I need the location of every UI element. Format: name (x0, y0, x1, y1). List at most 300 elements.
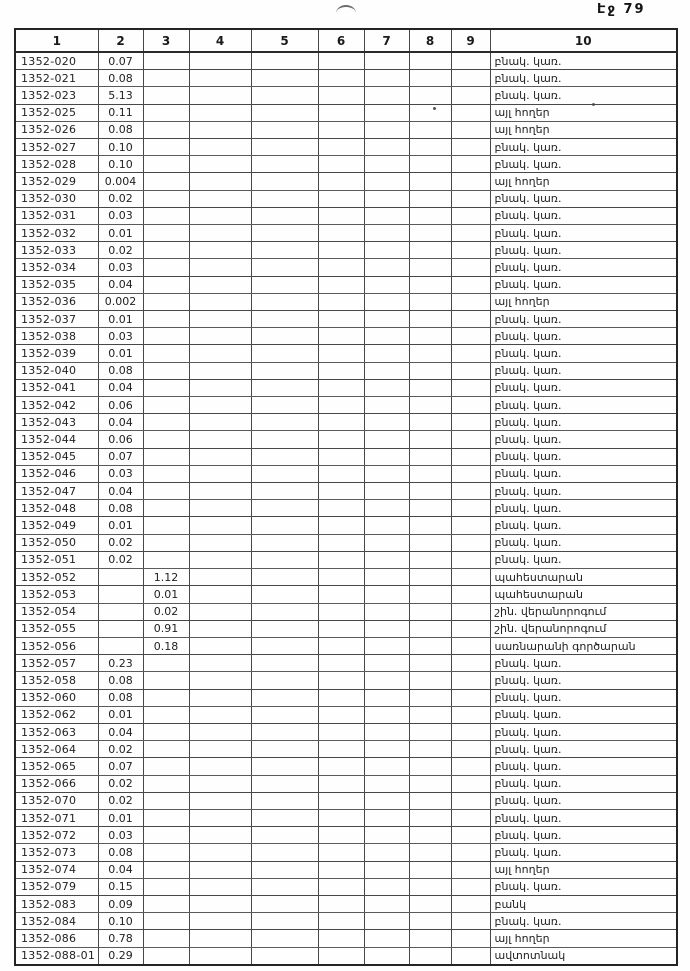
value-cell (409, 448, 451, 465)
value-cell (143, 655, 189, 672)
value-cell (251, 775, 318, 792)
value-cell (409, 242, 451, 259)
value-cell (409, 397, 451, 414)
value-cell (189, 207, 251, 224)
value-cell (143, 414, 189, 431)
table-row (15, 861, 677, 878)
value-cell (143, 706, 189, 723)
value-cell: 0.04 (98, 276, 143, 293)
value-cell (143, 104, 189, 121)
land-use-cell: բնակ. կառ. (490, 225, 677, 242)
table-row (15, 500, 677, 517)
value-cell (409, 827, 451, 844)
land-use-cell: բնակ. կառ. (490, 844, 677, 861)
value-cell (409, 913, 451, 930)
value-cell (409, 620, 451, 637)
value-cell (189, 121, 251, 138)
value-cell: 0.07 (98, 52, 143, 70)
table-row (15, 827, 677, 844)
value-cell (143, 225, 189, 242)
value-cell: 0.06 (98, 397, 143, 414)
value-cell (189, 431, 251, 448)
value-cell (409, 947, 451, 965)
land-use-cell: բնակ. կառ. (490, 809, 677, 826)
value-cell (364, 586, 409, 603)
value-cell (318, 87, 364, 104)
land-use-cell: բնակ. կառ. (490, 551, 677, 568)
value-cell (143, 173, 189, 190)
value-cell (318, 517, 364, 534)
land-use-cell: բնակ. կառ. (490, 534, 677, 551)
value-cell: 0.01 (98, 311, 143, 328)
table-row (15, 792, 677, 809)
table-row (15, 345, 677, 362)
value-cell (409, 139, 451, 156)
value-cell (451, 861, 490, 878)
value-cell (364, 87, 409, 104)
value-cell (364, 465, 409, 482)
value-cell (364, 483, 409, 500)
parcel-code-cell: 1352-048 (15, 500, 98, 517)
land-use-cell: բնակ. կառ. (490, 792, 677, 809)
value-cell (318, 121, 364, 138)
land-use-cell: բնակ. կառ. (490, 878, 677, 895)
table-row (15, 706, 677, 723)
table-row (15, 569, 677, 586)
value-cell (189, 52, 251, 70)
parcel-code-cell: 1352-063 (15, 723, 98, 740)
value-cell (189, 448, 251, 465)
table-row (15, 139, 677, 156)
value-cell (364, 379, 409, 396)
value-cell (364, 947, 409, 965)
parcel-code-cell: 1352-037 (15, 311, 98, 328)
table-row (15, 758, 677, 775)
table-row (15, 397, 677, 414)
value-cell (318, 139, 364, 156)
parcel-code-cell: 1352-032 (15, 225, 98, 242)
value-cell (251, 672, 318, 689)
value-cell (451, 758, 490, 775)
value-cell (143, 483, 189, 500)
value-cell (364, 844, 409, 861)
value-cell (364, 792, 409, 809)
value-cell: 0.08 (98, 672, 143, 689)
column-header: 2 (98, 29, 143, 52)
value-cell (364, 225, 409, 242)
land-use-cell: բնակ. կառ. (490, 345, 677, 362)
land-use-cell: բնակ. կառ. (490, 483, 677, 500)
value-cell (189, 225, 251, 242)
land-use-cell: բնակ. կառ. (490, 448, 677, 465)
land-use-cell: բնակ. կառ. (490, 259, 677, 276)
value-cell (364, 397, 409, 414)
land-use-cell: բնակ. կառ. (490, 207, 677, 224)
value-cell (451, 70, 490, 87)
value-cell (189, 723, 251, 740)
value-cell (409, 792, 451, 809)
value-cell (364, 156, 409, 173)
table-row (15, 947, 677, 965)
table-row (15, 534, 677, 551)
value-cell (451, 947, 490, 965)
table-row (15, 242, 677, 259)
table-row (15, 517, 677, 534)
value-cell (451, 397, 490, 414)
parcel-code-cell: 1352-035 (15, 276, 98, 293)
value-cell (364, 637, 409, 654)
table-row (15, 414, 677, 431)
value-cell (318, 465, 364, 482)
table-body (15, 52, 677, 965)
value-cell (451, 723, 490, 740)
land-use-cell: բնակ. կառ. (490, 775, 677, 792)
value-cell (364, 723, 409, 740)
value-cell: 0.04 (98, 379, 143, 396)
value-cell: 0.02 (98, 551, 143, 568)
value-cell (318, 947, 364, 965)
value-cell (143, 844, 189, 861)
value-cell (318, 551, 364, 568)
value-cell (143, 878, 189, 895)
value-cell (451, 190, 490, 207)
parcel-code-cell: 1352-041 (15, 379, 98, 396)
value-cell (251, 190, 318, 207)
value-cell (143, 827, 189, 844)
table-row (15, 225, 677, 242)
value-cell: 0.04 (98, 861, 143, 878)
value-cell: 0.01 (98, 809, 143, 826)
value-cell (189, 913, 251, 930)
value-cell (251, 242, 318, 259)
parcel-code-cell: 1352-083 (15, 895, 98, 912)
value-cell (451, 672, 490, 689)
value-cell (189, 293, 251, 310)
value-cell (364, 895, 409, 912)
parcel-code-cell: 1352-021 (15, 70, 98, 87)
value-cell: 0.02 (98, 775, 143, 792)
parcel-code-cell: 1352-054 (15, 603, 98, 620)
value-cell (318, 895, 364, 912)
value-cell (251, 397, 318, 414)
land-use-cell: բանկ (490, 895, 677, 912)
parcel-code-cell: 1352-040 (15, 362, 98, 379)
value-cell (143, 672, 189, 689)
parcel-code-cell: 1352-070 (15, 792, 98, 809)
value-cell (409, 706, 451, 723)
value-cell (143, 362, 189, 379)
parcel-code-cell: 1352-057 (15, 655, 98, 672)
value-cell (409, 689, 451, 706)
value-cell: 0.03 (98, 827, 143, 844)
value-cell (143, 930, 189, 947)
value-cell (364, 448, 409, 465)
value-cell: 0.03 (98, 465, 143, 482)
value-cell (143, 87, 189, 104)
value-cell (143, 689, 189, 706)
value-cell (451, 930, 490, 947)
value-cell (318, 156, 364, 173)
land-use-cell: պահեստարան (490, 569, 677, 586)
value-cell (409, 672, 451, 689)
land-use-cell: բնակ. կառ. (490, 52, 677, 70)
value-cell (189, 87, 251, 104)
value-cell (251, 139, 318, 156)
value-cell (451, 569, 490, 586)
value-cell (409, 500, 451, 517)
value-cell (364, 362, 409, 379)
value-cell (318, 483, 364, 500)
value-cell: 0.004 (98, 173, 143, 190)
value-cell (189, 483, 251, 500)
value-cell (318, 52, 364, 70)
value-cell (451, 87, 490, 104)
parcel-code-cell: 1352-020 (15, 52, 98, 70)
value-cell (451, 775, 490, 792)
value-cell (143, 345, 189, 362)
value-cell (318, 792, 364, 809)
value-cell (364, 689, 409, 706)
value-cell: 1.12 (143, 569, 189, 586)
value-cell (189, 104, 251, 121)
value-cell (318, 758, 364, 775)
value-cell (451, 379, 490, 396)
value-cell (409, 809, 451, 826)
value-cell (318, 431, 364, 448)
land-use-cell: բնակ. կառ. (490, 276, 677, 293)
value-cell (251, 569, 318, 586)
parcel-code-cell: 1352-073 (15, 844, 98, 861)
value-cell (364, 259, 409, 276)
value-cell (409, 844, 451, 861)
value-cell (189, 397, 251, 414)
value-cell (364, 52, 409, 70)
parcel-code-cell: 1352-086 (15, 930, 98, 947)
table-row (15, 328, 677, 345)
table-row (15, 87, 677, 104)
value-cell (451, 534, 490, 551)
value-cell: 0.91 (143, 620, 189, 637)
value-cell (251, 87, 318, 104)
land-use-cell: բնակ. կառ. (490, 70, 677, 87)
value-cell: 0.04 (98, 483, 143, 500)
value-cell (318, 637, 364, 654)
value-cell: 0.002 (98, 293, 143, 310)
value-cell (143, 156, 189, 173)
value-cell (251, 517, 318, 534)
value-cell (318, 603, 364, 620)
value-cell (364, 207, 409, 224)
value-cell (189, 620, 251, 637)
parcel-code-cell: 1352-055 (15, 620, 98, 637)
parcel-code-cell: 1352-072 (15, 827, 98, 844)
table-row (15, 104, 677, 121)
column-header: 8 (409, 29, 451, 52)
parcel-code-cell: 1352-046 (15, 465, 98, 482)
value-cell (409, 551, 451, 568)
table-row (15, 655, 677, 672)
value-cell (451, 637, 490, 654)
value-cell (189, 947, 251, 965)
value-cell (251, 362, 318, 379)
value-cell: 0.03 (98, 259, 143, 276)
value-cell (364, 706, 409, 723)
value-cell: 0.18 (143, 637, 189, 654)
value-cell (143, 276, 189, 293)
land-use-cell: այլ հողեր (490, 121, 677, 138)
value-cell (143, 242, 189, 259)
value-cell (451, 465, 490, 482)
value-cell (143, 207, 189, 224)
value-cell: 0.11 (98, 104, 143, 121)
value-cell (251, 603, 318, 620)
value-cell (189, 362, 251, 379)
value-cell (251, 844, 318, 861)
value-cell (451, 620, 490, 637)
land-use-cell: այլ հողեր (490, 293, 677, 310)
value-cell (143, 379, 189, 396)
column-header: 6 (318, 29, 364, 52)
value-cell (409, 775, 451, 792)
value-cell (364, 878, 409, 895)
value-cell (451, 225, 490, 242)
value-cell (364, 534, 409, 551)
land-use-cell: այլ հողեր (490, 930, 677, 947)
value-cell (251, 947, 318, 965)
land-use-cell: շին. վերանորոգում (490, 620, 677, 637)
value-cell (451, 259, 490, 276)
parcel-code-cell: 1352-084 (15, 913, 98, 930)
table-row (15, 156, 677, 173)
value-cell (364, 139, 409, 156)
value-cell (318, 362, 364, 379)
value-cell (364, 741, 409, 758)
value-cell (451, 345, 490, 362)
parcel-code-cell: 1352-028 (15, 156, 98, 173)
value-cell (143, 913, 189, 930)
value-cell (189, 637, 251, 654)
table-row (15, 431, 677, 448)
value-cell (318, 741, 364, 758)
value-cell (451, 173, 490, 190)
parcel-code-cell: 1352-030 (15, 190, 98, 207)
value-cell (409, 173, 451, 190)
value-cell (318, 672, 364, 689)
value-cell (189, 345, 251, 362)
value-cell (318, 293, 364, 310)
table-row (15, 723, 677, 740)
value-cell (451, 104, 490, 121)
value-cell (189, 741, 251, 758)
land-use-cell: բնակ. կառ. (490, 827, 677, 844)
parcel-code-cell: 1352-062 (15, 706, 98, 723)
value-cell (318, 345, 364, 362)
value-cell (451, 293, 490, 310)
value-cell (189, 551, 251, 568)
land-use-cell: բնակ. կառ. (490, 139, 677, 156)
value-cell (251, 723, 318, 740)
table-row (15, 637, 677, 654)
table-row (15, 878, 677, 895)
value-cell (364, 913, 409, 930)
table-row (15, 483, 677, 500)
land-use-cell: բնակ. կառ. (490, 913, 677, 930)
parcel-code-cell: 1352-071 (15, 809, 98, 826)
value-cell (364, 809, 409, 826)
value-cell (364, 328, 409, 345)
value-cell (251, 173, 318, 190)
land-use-cell: բնակ. կառ. (490, 397, 677, 414)
value-cell: 0.04 (98, 723, 143, 740)
value-cell (189, 242, 251, 259)
value-cell (318, 259, 364, 276)
table-row (15, 121, 677, 138)
value-cell (409, 87, 451, 104)
value-cell (318, 878, 364, 895)
value-cell (318, 723, 364, 740)
value-cell (189, 827, 251, 844)
value-cell (318, 861, 364, 878)
value-cell (251, 259, 318, 276)
value-cell: 0.01 (143, 586, 189, 603)
value-cell: 0.01 (98, 345, 143, 362)
value-cell: 0.07 (98, 758, 143, 775)
parcel-code-cell: 1352-045 (15, 448, 98, 465)
value-cell (409, 345, 451, 362)
value-cell: 0.23 (98, 655, 143, 672)
parcel-code-cell: 1352-027 (15, 139, 98, 156)
value-cell (189, 844, 251, 861)
table-row (15, 775, 677, 792)
value-cell (364, 414, 409, 431)
value-cell (364, 500, 409, 517)
value-cell (451, 878, 490, 895)
value-cell: 0.02 (98, 534, 143, 551)
parcel-code-cell: 1352-044 (15, 431, 98, 448)
value-cell: 0.08 (98, 500, 143, 517)
value-cell (318, 620, 364, 637)
value-cell (318, 242, 364, 259)
value-cell (409, 207, 451, 224)
parcel-code-cell: 1352-042 (15, 397, 98, 414)
value-cell (409, 861, 451, 878)
value-cell (251, 586, 318, 603)
value-cell: 0.06 (98, 431, 143, 448)
value-cell (98, 620, 143, 637)
value-cell (143, 259, 189, 276)
value-cell (251, 878, 318, 895)
value-cell (251, 861, 318, 878)
value-cell (189, 156, 251, 173)
table-row (15, 207, 677, 224)
land-use-cell: բնակ. կառ. (490, 655, 677, 672)
land-use-cell: այլ հողեր (490, 104, 677, 121)
value-cell (143, 121, 189, 138)
value-cell (451, 809, 490, 826)
value-cell (451, 844, 490, 861)
value-cell (143, 52, 189, 70)
value-cell (251, 328, 318, 345)
parcel-code-cell: 1352-074 (15, 861, 98, 878)
value-cell (143, 328, 189, 345)
land-parcel-table (14, 28, 678, 966)
table-row (15, 173, 677, 190)
table-row (15, 259, 677, 276)
value-cell (318, 913, 364, 930)
table-row (15, 448, 677, 465)
value-cell (409, 723, 451, 740)
value-cell (189, 672, 251, 689)
